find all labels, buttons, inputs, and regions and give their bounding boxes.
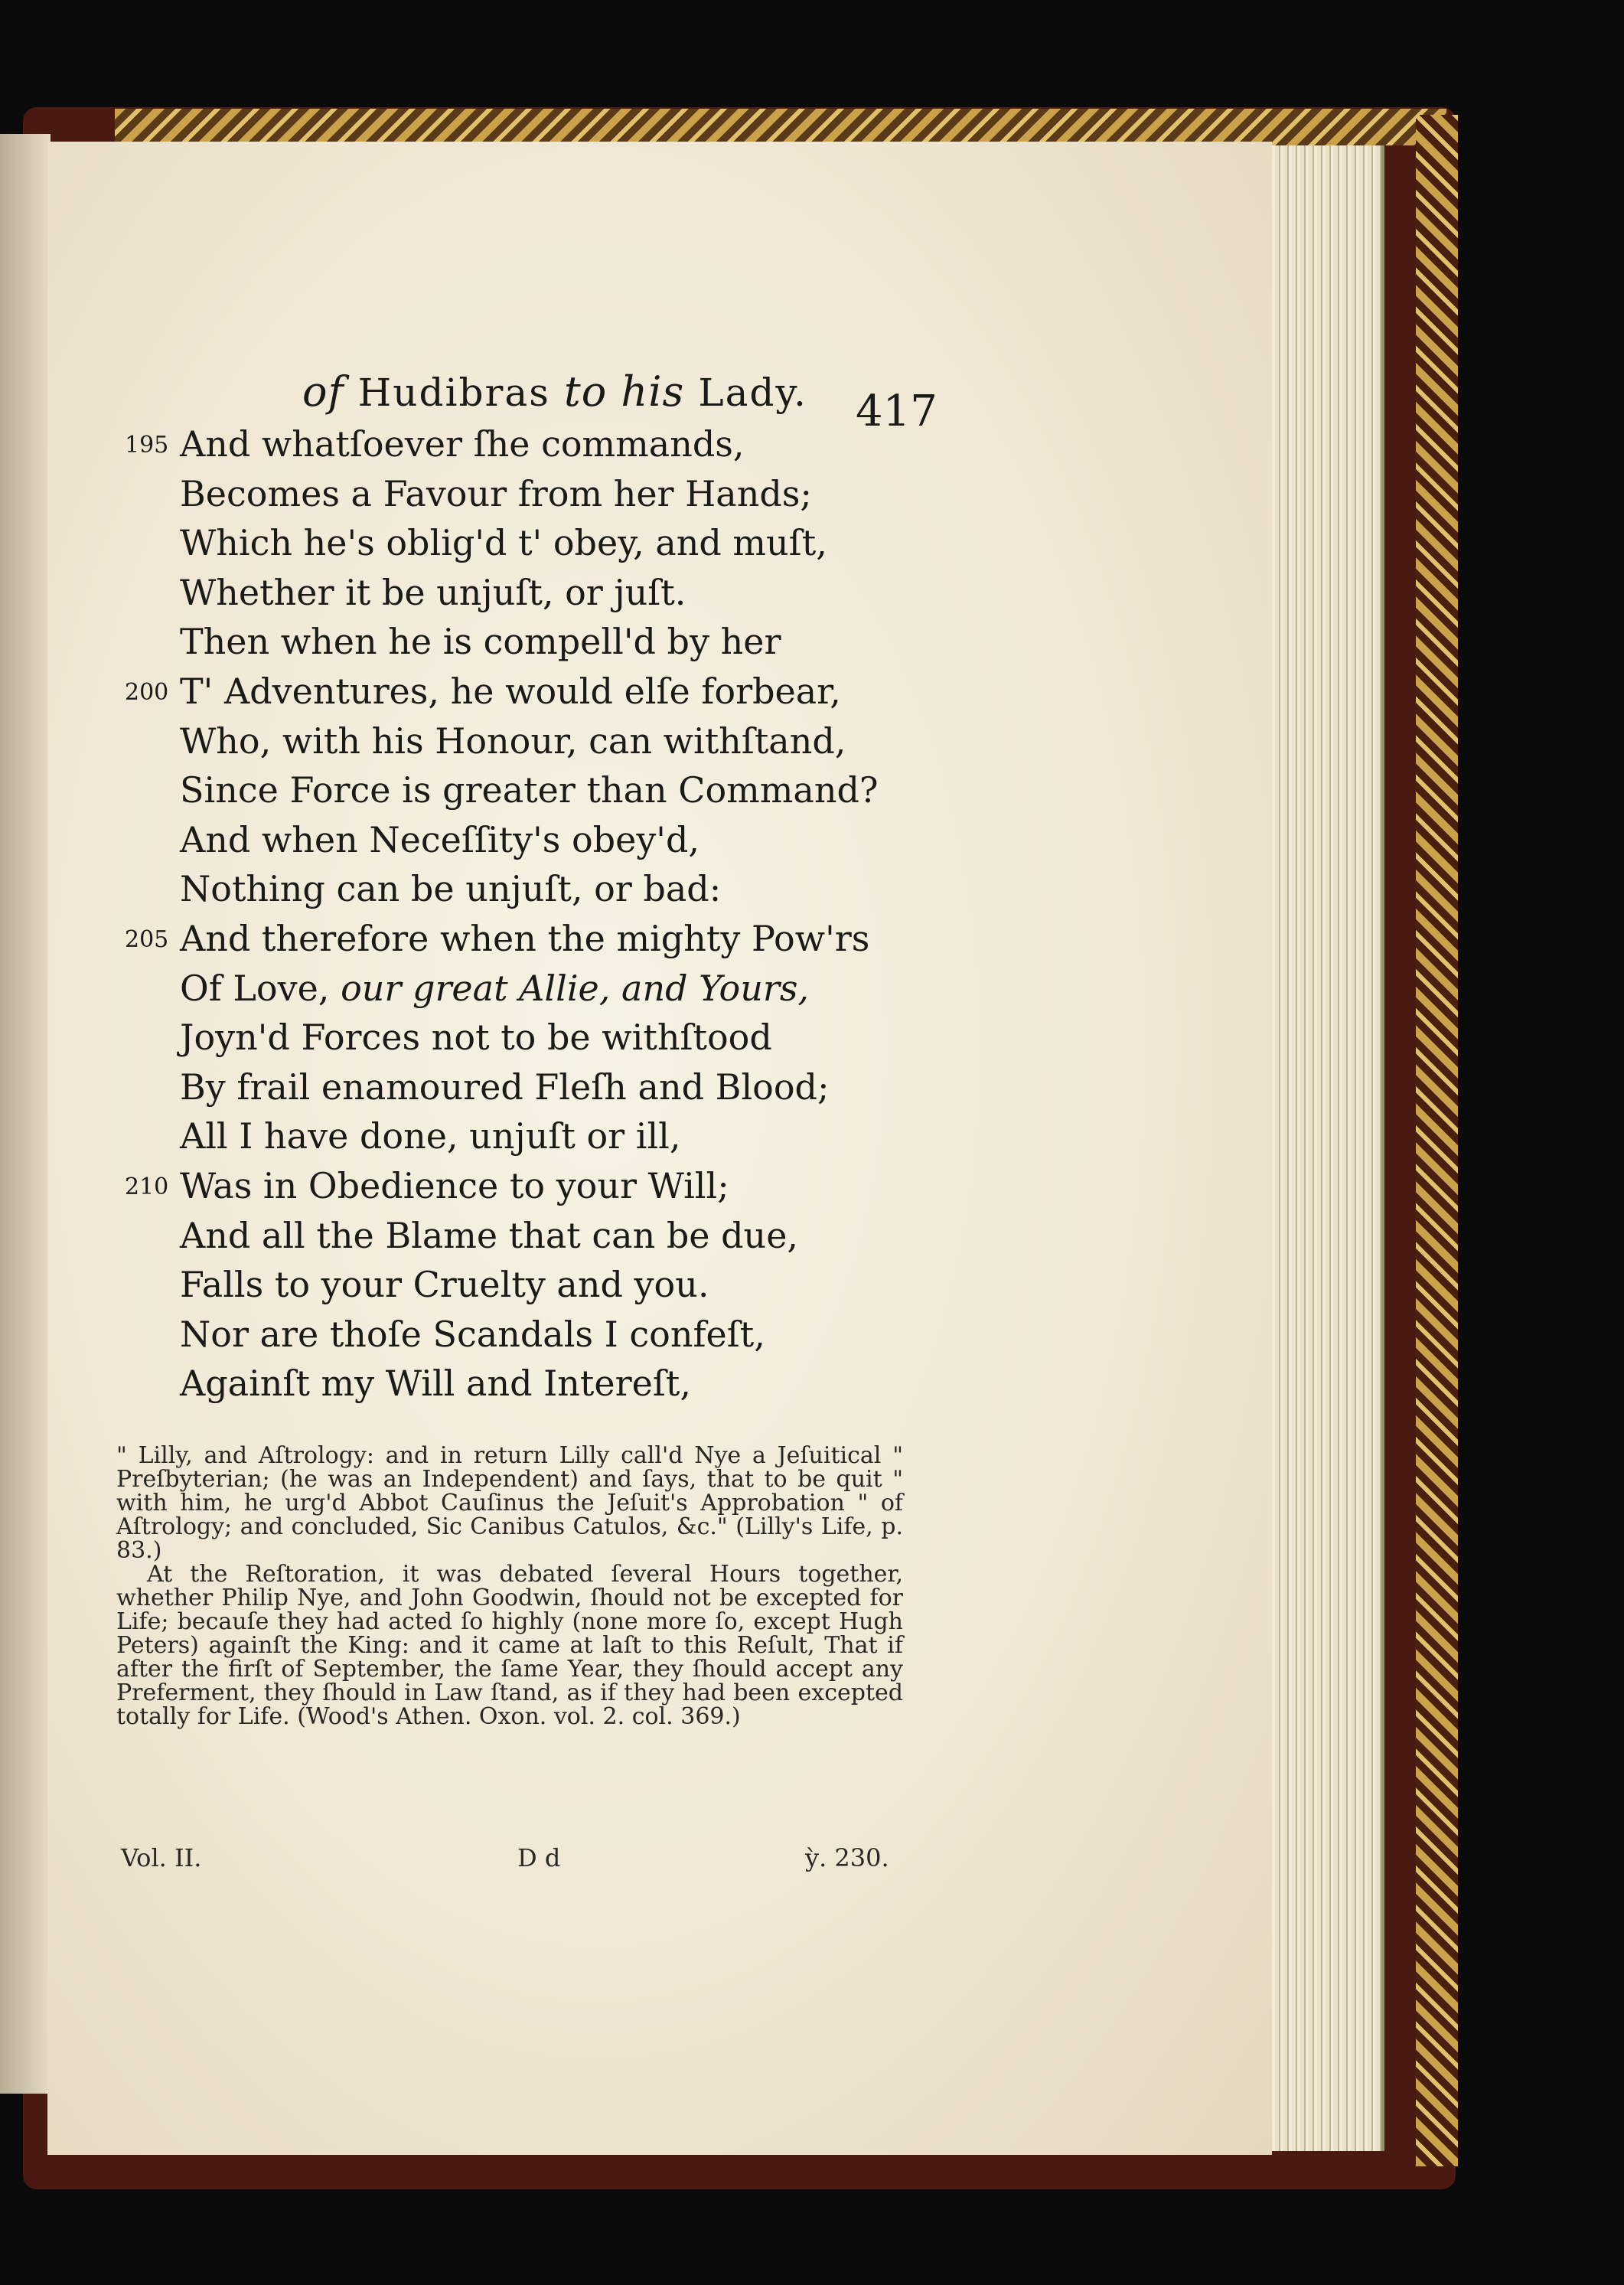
verse-line — [180, 1359, 1022, 1409]
verse-line — [180, 1063, 1022, 1112]
verse-text: Joyn'd Forces not to be withſtood — [180, 1017, 772, 1059]
verse-line — [180, 717, 1022, 766]
verse-line — [125, 667, 1022, 717]
verse-line — [180, 964, 1022, 1014]
verse-text: And therefore when the mighty Pow'rs — [180, 917, 870, 959]
line-number: 195 — [125, 432, 169, 459]
line-number: 205 — [125, 925, 169, 953]
verse-text: Whether it be unjuſt, or juſt. — [180, 571, 686, 613]
verse-line — [180, 518, 1022, 568]
signature-mark: D d — [517, 1843, 561, 1872]
verse-line — [125, 1161, 1022, 1211]
verse-italic: and Yours, — [621, 967, 810, 1009]
header-to: to — [564, 367, 608, 416]
footnotes — [116, 1444, 903, 1728]
verse-text: Since Force is greater than Command? — [180, 769, 879, 811]
verse-line — [180, 1211, 1022, 1261]
gilt-border-right — [1416, 115, 1458, 2166]
verse-text: Then when he is compell'd by her — [180, 621, 781, 663]
verse-italic: our great Allie, — [341, 967, 611, 1009]
footnote-paragraph: " Lilly, and Aſtrology: and in return Lilly call'd Nye a Jeſuitical " Preſbyterian; (he was an Independent) and ſays, that to be quit " with him, he urg'd Abbot Cauſinus the Jeſuit's Approbation " of Aſtrology; and concluded, Sic Canibus Catulos, &c." (Lilly's Life, p. 83.) — [116, 1442, 903, 1564]
verse-line — [180, 568, 1022, 618]
verse-text: And whatſoever ſhe commands, — [180, 423, 745, 465]
verse-text: And all the Blame that can be due, — [180, 1214, 799, 1256]
verse-text: Againſt my Will and Intereſt, — [180, 1363, 691, 1405]
verse-text: T' Adventures, he would elſe forbear, — [180, 670, 841, 712]
verse-text: Which he's oblig'd t' obey, and muſt, — [180, 522, 827, 564]
verse-block — [125, 419, 1022, 1409]
verse-line — [180, 815, 1022, 865]
footnote-paragraph: At the Reſtoration, it was debated ſeveral Hours together, whether Philip Nye, and John Goodwin, ſhould not be excepted for Life; becauſe they had acted ſo highly (none more ſo, except Hugh Peters) againſt the King: and it came at laſt to this Reſult, That if after the firſt of September, the ſame Year, they ſhould accept any Preferment, they ſhould in Law ſtand, as if they had been excepted totally for Life. (Wood's Athen. Oxon. vol. 2. col. 369.) — [116, 1561, 903, 1730]
header-his: his — [621, 367, 685, 416]
gilt-border-top — [115, 109, 1446, 145]
verse-text: Nothing can be unjuſt, or bad: — [180, 868, 722, 910]
verse-text: And when Neceſſity's obey'd, — [180, 818, 700, 860]
verse-text: Of Love, — [180, 967, 330, 1009]
line-number: 200 — [125, 678, 169, 706]
verse-line — [180, 1310, 1022, 1360]
verse-line — [180, 765, 1022, 815]
volume-label: Vol. II. — [121, 1843, 202, 1872]
verse-line — [180, 469, 1022, 519]
verse-text: Who, with his Honour, can withſtand, — [180, 720, 846, 762]
verse-line — [180, 1013, 1022, 1063]
verse-text: Falls to your Cruelty and you. — [180, 1264, 709, 1306]
running-header — [302, 367, 807, 416]
verse-text: All I have done, unjuſt or ill, — [180, 1115, 681, 1157]
verse-line — [180, 1111, 1022, 1161]
verse-text: Nor are thoſe Scandals I confeſt, — [180, 1313, 765, 1355]
header-of: of — [302, 367, 344, 416]
verse-line — [180, 1260, 1022, 1310]
verse-line — [180, 617, 1022, 667]
verse-line — [125, 419, 1022, 469]
verse-text: Was in Obedience to your Will; — [180, 1164, 729, 1206]
verse-line — [125, 914, 1022, 964]
page-number: 417 — [856, 387, 938, 436]
header-hudibras: Hudibras — [357, 370, 550, 415]
line-number: 210 — [125, 1173, 169, 1200]
verse-text: By frail enamoured Fleſh and Blood; — [180, 1066, 830, 1108]
verse-reference: ỳ. 230. — [805, 1843, 889, 1872]
verse-line — [180, 864, 1022, 914]
facing-page-edge — [0, 134, 51, 2094]
verse-text: Becomes a Favour from her Hands; — [180, 472, 812, 514]
header-lady: Lady. — [698, 370, 807, 415]
